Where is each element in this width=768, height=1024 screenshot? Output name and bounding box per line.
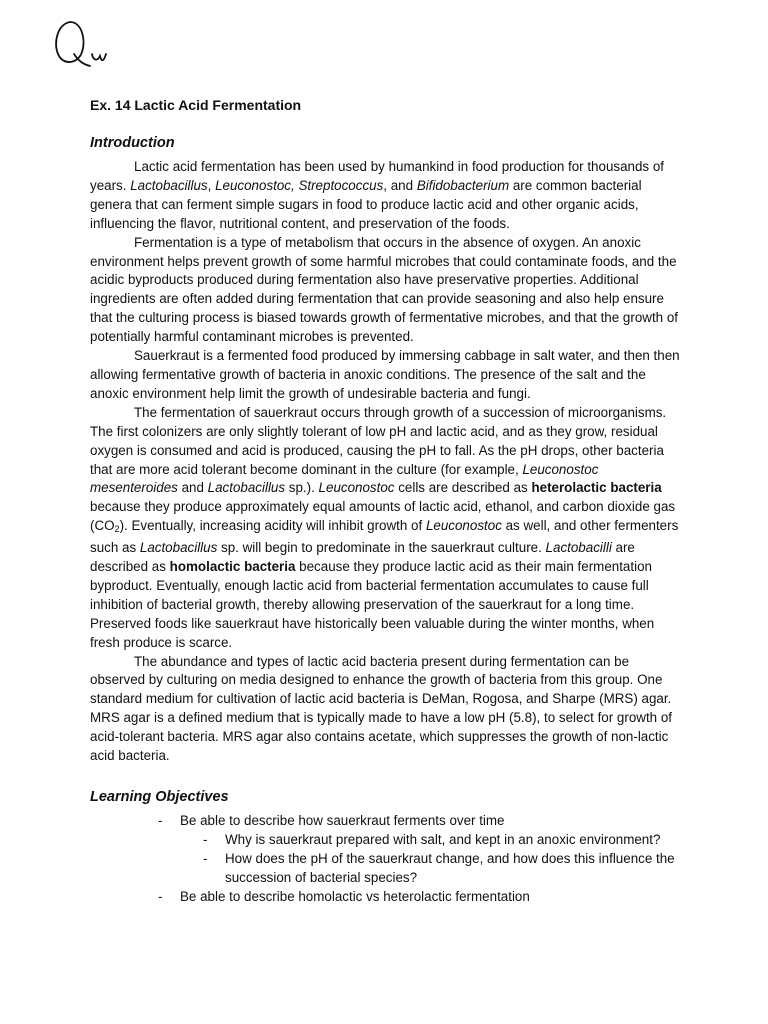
intro-paragraph-2: Fermentation is a type of metabolism that occurs in the absence of oxygen. An anoxic environment helps prevent growth of some harmful microbes that could contaminate foods, and the acidic byproducts produced during fermentation also have preservative properties. Additional ingredients are often added during fermentation that can provide seasoning and also help ensure that the culturing process is biased towards growth of fermentative microbes, and that the growth of potentially harmful contaminant microbes is prevented. (90, 234, 679, 345)
introduction-heading: Introduction (90, 135, 175, 151)
intro-paragraph-3: Sauerkraut is a fermented food produced by immersing cabbage in salt water, and then then allowing fermentative growth of bacteria in anoxic conditions. The presence of the salt and the anoxic environment help limit the growth of undesirable bacteria and fungi. (90, 348, 680, 401)
bullet-dash: - (203, 850, 208, 866)
objective-subitem: - Why is sauerkraut prepared with salt, and kept in an anoxic environment? (90, 831, 680, 850)
bullet-dash: - (158, 813, 163, 828)
document-body (90, 96, 680, 907)
intro-paragraph-5: The abundance and types of lactic acid bacteria present during fermentation can be observed by culturing on media designed to enhance the growth of bacteria from this group. One standard medium for cultivation of lactic acid bacteria is DeMan, Rogosa, and Sharpe (MRS) agar. MRS agar is a defined medium that is typically made to have a low pH (5.8), to select for growth of acid-tolerant bacteria. MRS agar also contains acetate, which suppresses the growth of non-lactic acid bacteria. (90, 653, 673, 764)
objective-item: - Be able to describe homolactic vs heterolactic fermentation (90, 888, 680, 907)
page-title: Ex. 14 Lactic Acid Fermentation (90, 97, 302, 113)
handwritten-signature (50, 14, 116, 68)
objective-item: - Be able to describe how sauerkraut ferments over time (90, 812, 680, 831)
objective-subitem: - How does the pH of the sauerkraut change, and how does this influence the succession of bacterial species? (203, 850, 675, 885)
intro-paragraph-1: Lactic acid fermentation has been used by humankind in food production for thousands of years. Lactobacillus, Leuconostoc, Streptococcus, and Bifidobacterium are common bacterial genera that can ferment simple sugars in food to produce lactic acid and other organic acids, influencing the flavor, nutritional content, and preservation of the foods. (90, 159, 665, 231)
intro-paragraph-4: The fermentation of sauerkraut occurs through growth of a succession of microorganisms. The first colonizers are only slightly tolerant of low pH and lactic acid, and as they grow, residual oxygen is consumed and acid is produced, causing the pH to fall. As the pH drops, other bacteria that are more acid tolerant become dominant in the culture (for example, Leuconostoc mesenteroides and Lactobacillus sp.). Leuconostoc cells are described as heterolactic bacteria because they produce approximately equal amounts of lactic acid, ethanol, and carbon dioxide gas $(CO_2)$. Eventually, increasing acidity will inhibit growth of Leuconostoc as well, and other fermenters such as Lactobacillus sp. will begin to predominate in the sauerkraut culture. Lactobacilli are described as homolactic bacteria because they produce lactic acid as their main fermentation byproduct. Eventually, enough lactic acid from bacterial fermentation accumulates to cause full inhibition of bacterial growth, thereby allowing preservation of the sauerkraut for a long time. Preserved foods like sauerkraut have historically been valuable during the winter months, when fresh produce is scarce. (90, 404, 679, 650)
bullet-dash: - (158, 888, 163, 904)
bullet-dash: - (203, 831, 208, 847)
learning-objectives-heading: Learning Objectives (90, 789, 229, 805)
